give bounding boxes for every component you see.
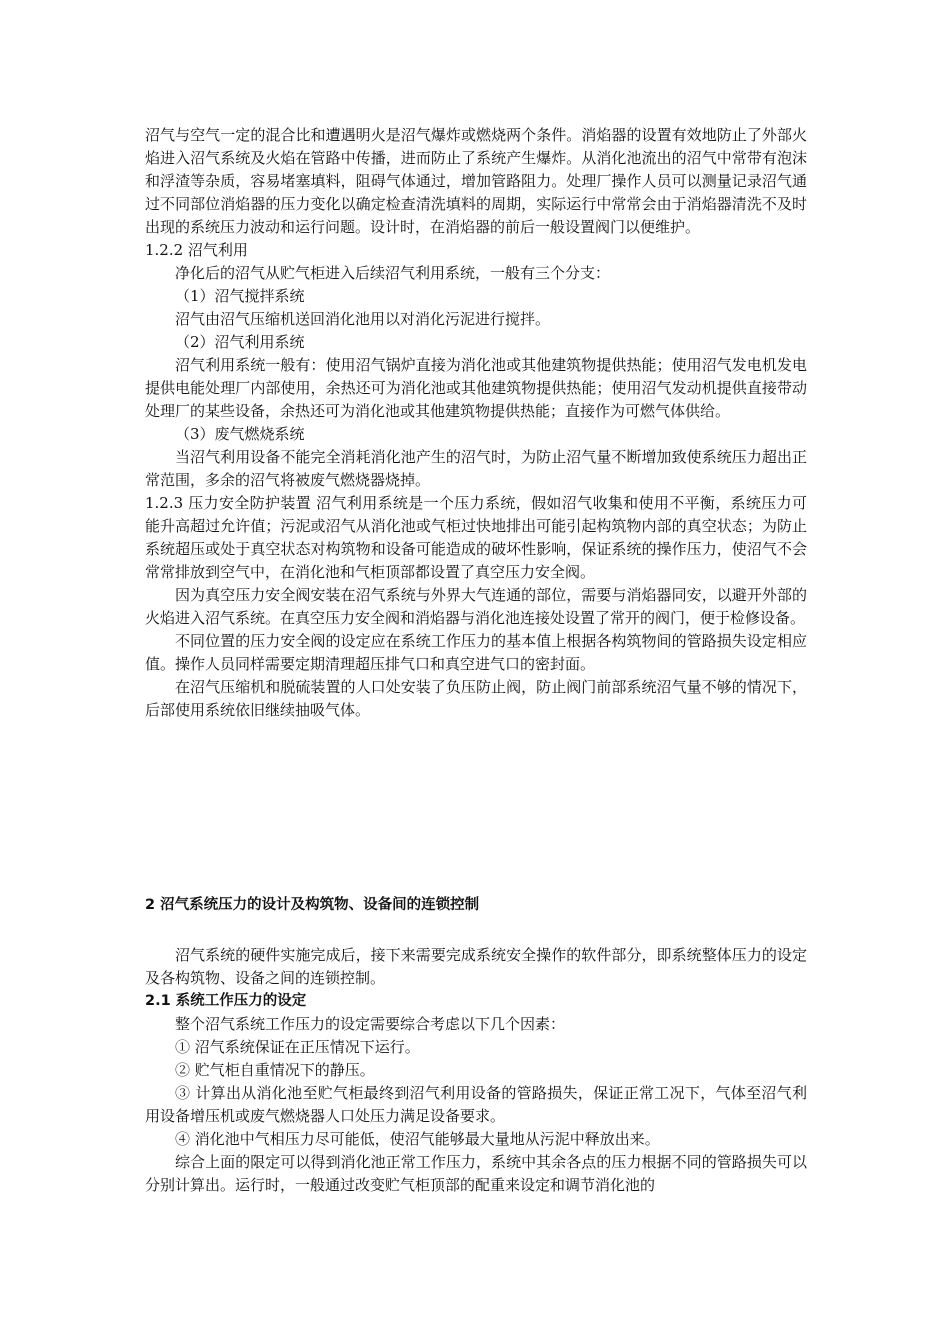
- paragraph-waste-gas: 当沼气利用设备不能完全消耗消化池产生的沼气时，为防止沼气量不断增加致使系统压力超出正常范围，多余的沼气将被废气燃烧器烧掉。: [145, 448, 807, 489]
- paragraph-safety-valve: 因为真空压力安全阀安装在沼气系统与外界大气连通的部位，需要与消焰器同安，以避开外部的火焰进入沼气系统。在真空压力安全阀和消焰器与消化池连接处设置了常开的阀门，便于检修设备。: [145, 586, 807, 627]
- paragraph-valve-setting: 不同位置的压力安全阀的设定应在系统工作压力的基本值上根据各构筑物间的管路损失设定相应值。操作人员同样需要定期清理超压排气口和真空进气口的密封面。: [145, 632, 807, 673]
- list-item-1: （1）沼气搅拌系统: [175, 287, 305, 305]
- paragraph-section-2-intro: 沼气系统的硬件实施完成后，接下来需要完成系统安全操作的软件部分，即系统整体压力的设定及各构筑物、设备之间的连锁控制。: [145, 946, 807, 987]
- section-2-body: [145, 944, 807, 1197]
- paragraph-utilization-system: 沼气利用系统一般有：使用沼气锅炉直接为消化池或其他建筑物提供热能；使用沼气发电机发电提供电能处理厂内部使用，余热还可为消化池或其他建筑物提供热能；使用沼气发动机提供直接带动处理厂的某些设备，余热还可为消化池或其他建筑物提供热能；直接作为可燃气体供给。: [145, 356, 807, 420]
- paragraph-utilization-intro: 净化后的沼气从贮气柜进入后续沼气利用系统，一般有三个分支：: [175, 264, 611, 282]
- list-item-2: （2）沼气利用系统: [175, 333, 305, 351]
- heading-1-2-2: 1.2.2 沼气利用: [145, 241, 248, 259]
- paragraph-flame-arrester: 沼气与空气一定的混合比和遭遇明火是沼气爆炸或燃烧两个条件。消焰器的设置有效地防止了外部火焰进入沼气系统及火焰在管路中传播，进而防止了系统产生爆炸。从消化池流出的沼气中常带有泡沫和浮渣等杂质，容易堵塞填料，阻碍气体通过，增加管路阻力。处理厂操作人员可以测量记录沼气通过不同部位消焰器的压力变化以确定检查清洗填料的周期，实际运行中常常会由于消焰器清洗不及时出现的系统压力波动和运行问题。设计时，在消焰器的前后一般设置阀门以便维护。: [145, 126, 807, 236]
- heading-2-1: 2.1 系统工作压力的设定: [145, 993, 307, 1009]
- factor-item-3: ③ 计算出从消化池至贮气柜最终到沼气利用设备的管路损失，保证正常工况下，气体至沼气利用设备增压机或废气燃烧器人口处压力满足设备要求。: [145, 1084, 807, 1125]
- heading-section-2: 2 沼气系统压力的设计及构筑物、设备间的连锁控制: [145, 897, 480, 913]
- paragraph-conclusion: 综合上面的限定可以得到消化池正常工作压力，系统中其余各点的压力根据不同的管路损失可以分别计算出。运行时，一般通过改变贮气柜顶部的配重来设定和调节消化池的: [145, 1153, 807, 1194]
- paragraph-1-2-3: 1.2.3 压力安全防护装置 沼气利用系统是一个压力系统，假如沼气收集和使用不平衡，系统压力可能升高超过允许值；污泥或沼气从消化池或气柜过快地排出可能引起构筑物内部的真空状态；为防止系统超压或处于真空状态对构筑物和设备可能造成的破坏性影响，保证系统的操作压力，使沼气不会常常排放到空气中，在消化池和气柜顶部都设置了真空压力安全阀。: [145, 494, 807, 581]
- paragraph-stirring: 沼气由沼气压缩机送回消化池用以对消化污泥进行搅拌。: [175, 310, 551, 328]
- section-2-heading-block: [145, 894, 807, 917]
- paragraph-negative-pressure: 在沼气压缩机和脱硫装置的人口处安装了负压防止阀，防止阀门前部系统沼气量不够的情况下，后部使用系统依旧继续抽吸气体。: [145, 678, 807, 719]
- paragraph-factors-intro: 整个沼气系统工作压力的设定需要综合考虑以下几个因素：: [175, 1015, 566, 1033]
- factor-item-1: ① 沼气系统保证在正压情况下运行。: [175, 1038, 420, 1056]
- factor-item-4: ④ 消化池中气相压力尽可能低，使沼气能够最大量地从污泥中释放出来。: [175, 1130, 660, 1148]
- section-1-2-1-body: [145, 124, 807, 722]
- factor-item-2: ② 贮气柜自重情况下的静压。: [175, 1061, 375, 1079]
- list-item-3: （3）废气燃烧系统: [175, 425, 305, 443]
